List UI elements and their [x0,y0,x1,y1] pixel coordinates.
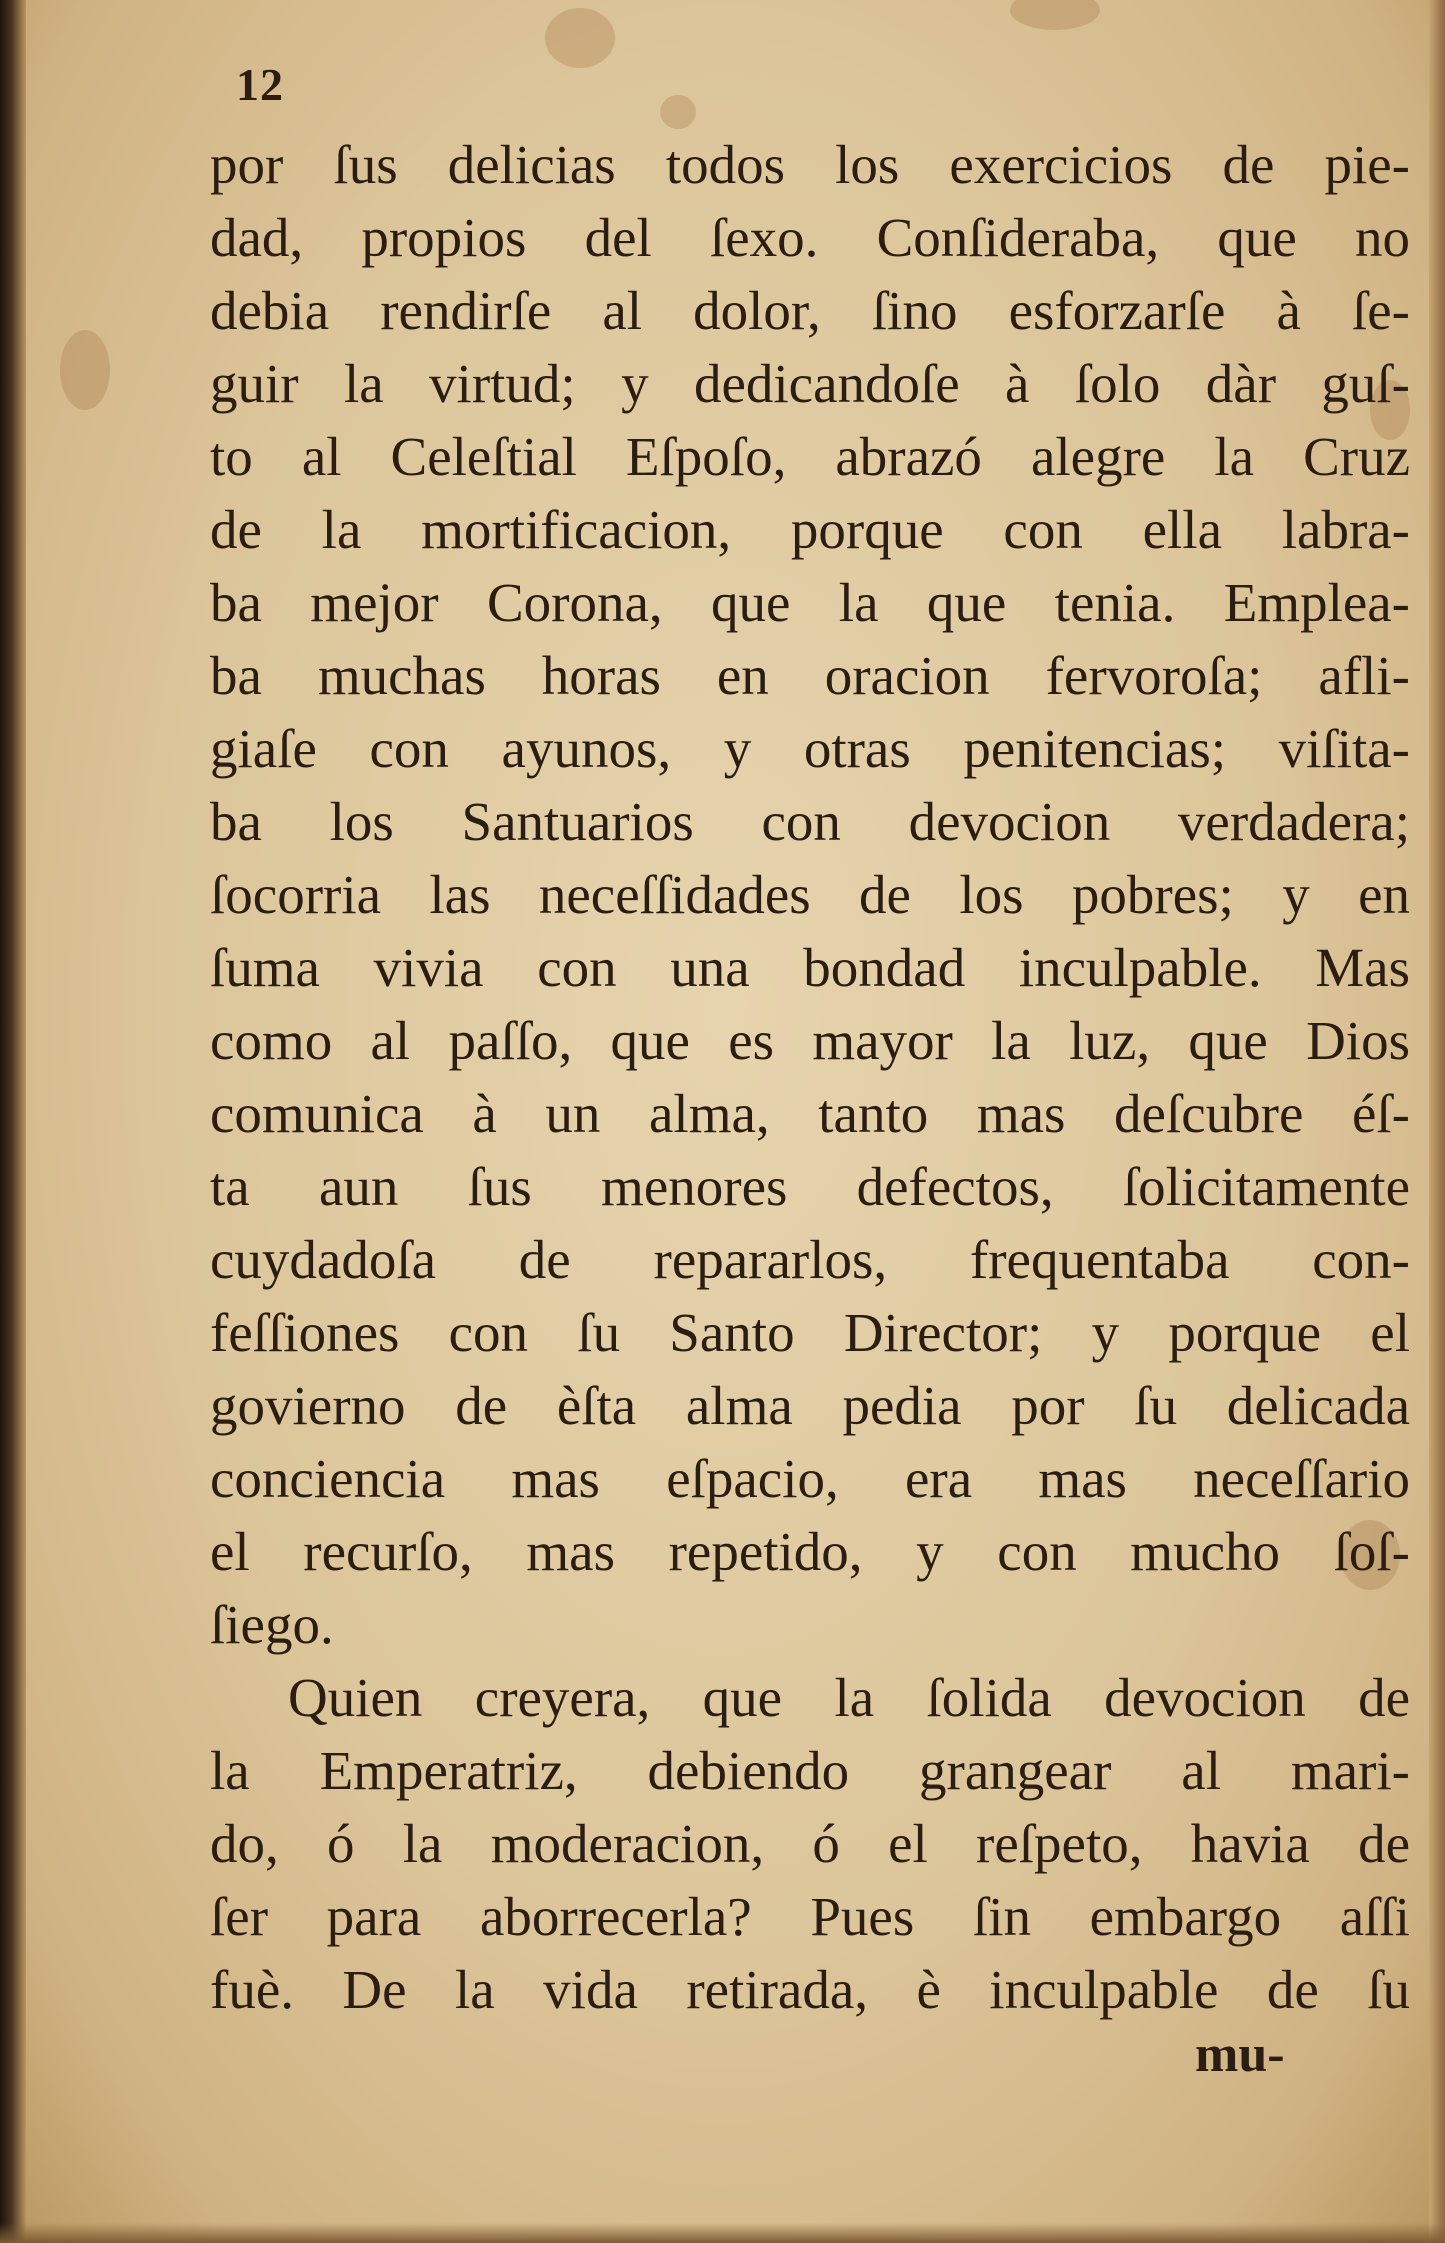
text-line: to al Celeſtial Eſpoſo, abrazó alegre la Cruz [210,426,1410,487]
text-line: ſer para aborrecerla? Pues ſin embargo aſſi [210,1886,1410,1947]
text-line: la Emperatriz, debiendo grangear al mari- [210,1740,1410,1801]
text-line: conciencia mas eſpacio, era mas neceſſario [210,1448,1410,1509]
text-line: do, ó la moderacion, ó el reſpeto, havia de [210,1813,1410,1874]
body-text [210,128,1410,2026]
text-line: como al paſſo, que es mayor la luz, que Dios [210,1010,1410,1071]
text-line: por ſus delicias todos los exercicios de pie- [210,134,1410,195]
page-right-edge [1429,0,1445,2243]
foxing-stain [660,95,696,129]
text-line: feſſiones con ſu Santo Director; y porque el [210,1302,1410,1363]
text-line: giaſe con ayunos, y otras penitencias; viſita- [210,718,1410,779]
text-line: govierno de èſta alma pedia por ſu delicada [210,1375,1410,1436]
page-gutter-edge [0,0,26,2243]
text-line: ba mejor Corona, que la que tenia. Emplea- [210,572,1410,633]
text-line: el recurſo, mas repetido, y con mucho ſoſ- [210,1521,1410,1582]
catchword: mu- [1195,2026,1285,2083]
text-line: comunica à un alma, tanto mas deſcubre éſ- [210,1083,1410,1144]
foxing-stain [1010,0,1100,30]
text-line: debia rendirſe al dolor, ſino esforzarſe à ſe- [210,280,1410,341]
text-line: ſuma vivia con una bondad inculpable. Mas [210,937,1410,998]
text-line: dad, propios del ſexo. Conſideraba, que no [210,207,1410,268]
foxing-stain [545,8,615,68]
page-bottom-edge [0,2223,1445,2243]
text-line: ſocorria las neceſſidades de los pobres; y en [210,864,1410,925]
text-line: cuydadoſa de repararlos, frequentaba con- [210,1229,1410,1290]
text-line: fuè. De la vida retirada, è inculpable de ſu [210,1959,1410,2020]
text-line: ſiego. [210,1594,334,1655]
text-line: Quien creyera, que la ſolida devocion de [288,1667,1410,1728]
foxing-stain [60,330,110,410]
text-line: guir la virtud; y dedicandoſe à ſolo dàr guſ- [210,353,1410,414]
text-line: ba muchas horas en oracion fervoroſa; afli- [210,645,1410,706]
page-number: 12 [236,59,284,110]
text-line: ta aun ſus menores defectos, ſolicitamente [210,1156,1410,1217]
text-line: ba los Santuarios con devocion verdadera; [210,791,1410,852]
text-line: de la mortificacion, porque con ella labra- [210,499,1410,560]
